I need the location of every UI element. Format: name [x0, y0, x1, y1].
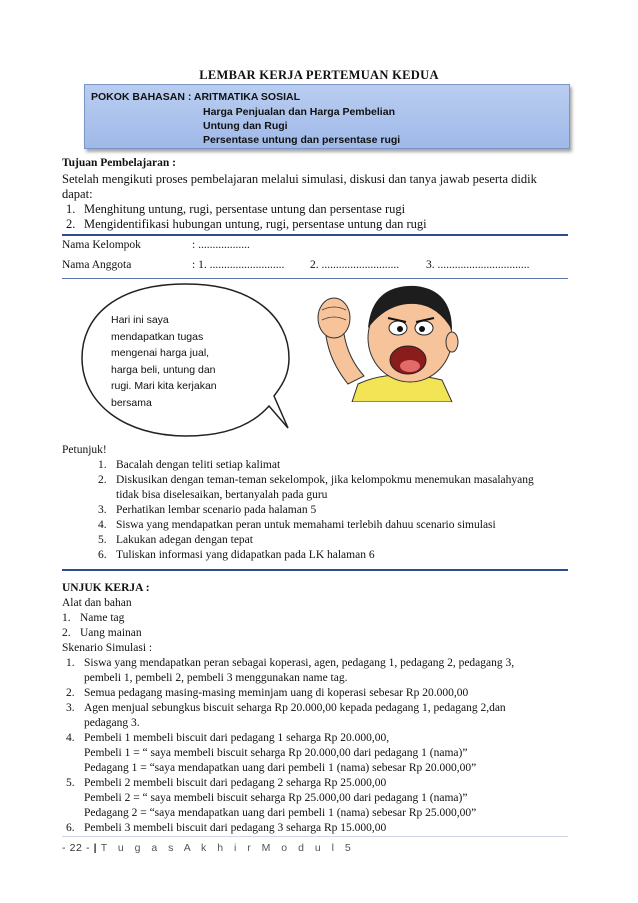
topic-line: Untung dan Rugi: [203, 120, 288, 132]
topic-line: Harga Penjualan dan Harga Pembelian: [203, 106, 395, 118]
instruction-item: 2. Diskusikan dengan teman-teman sekelompok, jika kelompokmu menemukan masalahyang: [98, 474, 534, 486]
scenario-label: Skenario Simulasi :: [62, 642, 153, 654]
instruction-item: 4. Siswa yang mendapatkan peran untuk memahami terlebih dahuu scenario simulasi: [98, 519, 496, 531]
scenario-item: 4. Pembeli 1 membeli biscuit dari pedagang 1 seharga Rp 20.000,00,: [66, 732, 390, 744]
scenario-item: 6. Pembeli 3 membeli biscuit dari pedagang 3 seharga Rp 15.000,00: [66, 822, 387, 834]
material-item: 1. Name tag: [62, 612, 125, 624]
page-title: LEMBAR KERJA PERTEMUAN KEDUA: [199, 68, 439, 82]
objectives-intro: dapat:: [62, 187, 93, 201]
scenario-item: Pembeli 1 = “ saya membeli biscuit seharga Rp 20.000,00 dari pedagang 1 (nama)”: [84, 747, 468, 759]
speech-bubble-text: Hari ini saya mendapatkan tugas mengenai harga jual, harga beli, untung dan rugi. Mari kita kerjakan bersama: [111, 314, 217, 409]
instruction-item: 5. Lakukan adegan dengan tepat: [98, 534, 253, 546]
group-name-label: Nama Kelompok: [62, 239, 141, 251]
objectives-intro: Setelah mengikuti proses pembelajaran melalui simulasi, diskusi dan tanya jawab peserta didik: [62, 172, 537, 186]
footer-divider: [62, 836, 568, 837]
scenario-item: Pembeli 2 = “ saya membeli biscuit seharga Rp 25.000,00 dari pedagang 1 (nama)”: [84, 792, 468, 804]
objective-item: 2. Mengidentifikasi hubungan untung, rugi, persentase untung dan rugi: [66, 217, 427, 231]
group-name-field: : ..................: [192, 239, 250, 251]
scenario-item: 1. Siswa yang mendapatkan peran sebagai koperasi, agen, pedagang 1, pedagang 2, pedagang 3,: [66, 657, 515, 669]
member-field-1: : 1. ..........................: [192, 259, 285, 271]
scenario-item: Pedagang 1 = “saya mendapatkan uang dari pembeli 1 (nama) sebesar Rp 20.000,00”: [84, 762, 477, 774]
page-footer: [62, 842, 355, 854]
module-name: T u g a s A k h i r M o d u l 5: [100, 842, 355, 854]
footer-separator: |: [93, 842, 98, 854]
scenario-item: 3. Agen menjual sebungkus biscuit seharga Rp 20.000,00 kepada pedagang 1, pedagang 2,dan: [66, 702, 506, 714]
member-field-3: 3. ................................: [426, 259, 530, 271]
page-number: - 22 -: [62, 842, 91, 854]
scenario-item: 5. Pembeli 2 membeli biscuit dari pedagang 2 seharga Rp 25.000,00: [66, 777, 387, 789]
instructions-heading: Petunjuk!: [62, 444, 107, 456]
instruction-item: 1. Bacalah dengan teliti setiap kalimat: [98, 459, 281, 471]
member-field-2: 2. ...........................: [310, 259, 400, 271]
boy-cartoon-icon: [312, 276, 462, 402]
instruction-item: 3. Perhatikan lembar scenario pada halaman 5: [98, 504, 317, 516]
scenario-item: pedagang 3.: [84, 717, 140, 729]
materials-label: Alat dan bahan: [62, 597, 132, 609]
scenario-item: 2. Semua pedagang masing-masing meminjam uang di koperasi sebesar Rp 20.000,00: [66, 687, 469, 699]
scenario-item: pembeli 1, pembeli 2, pembeli 3 menggunakan name tag.: [84, 672, 348, 684]
instruction-item: tidak bisa diselesaikan, bertanyalah pada guru: [116, 489, 328, 501]
topic-line: Persentase untung dan persentase rugi: [203, 134, 401, 146]
divider: [62, 569, 568, 571]
objectives-heading: Tujuan Pembelajaran :: [62, 157, 176, 169]
topic-box: [84, 84, 570, 149]
topic-header: POKOK BAHASAN : ARITMATIKA SOSIAL: [91, 91, 301, 103]
scenario-item: Pedagang 2 = “saya mendapatkan uang dari pembeli 1 (nama) sebesar Rp 25.000,00”: [84, 807, 477, 819]
performance-heading: UNJUK KERJA :: [62, 582, 150, 594]
objective-item: 1. Menghitung untung, rugi, persentase untung dan persentase rugi: [66, 202, 406, 216]
instruction-item: 6. Tuliskan informasi yang didapatkan pada LK halaman 6: [98, 549, 375, 561]
divider: [62, 234, 568, 236]
material-item: 2. Uang mainan: [62, 627, 142, 639]
group-members-label: Nama Anggota: [62, 259, 132, 271]
